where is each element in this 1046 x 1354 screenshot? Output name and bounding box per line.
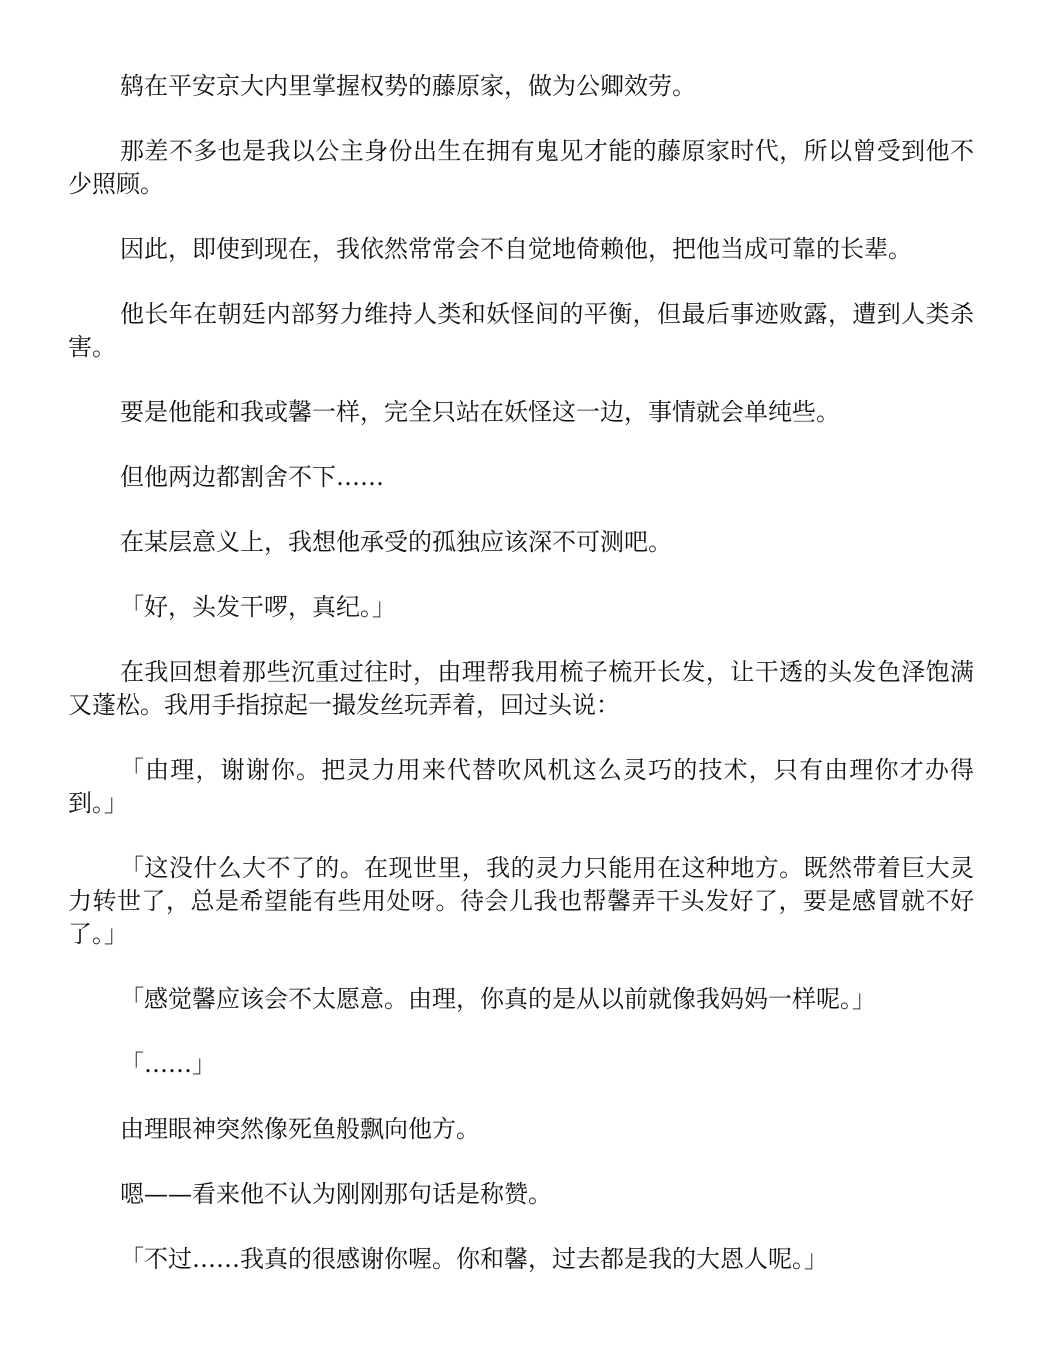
document-page (68, 70, 974, 1308)
paragraph: 他长年在朝廷内部努力维持人类和妖怪间的平衡，但最后事迹败露，遭到人类杀害。 (68, 300, 974, 361)
paragraph: 由理眼神突然像死鱼般飘向他方。 (120, 1115, 480, 1143)
paragraph: 那差不多也是我以公主身份出生在拥有鬼见才能的藤原家时代，所以曾受到他不少照顾。 (68, 137, 974, 198)
dialogue-line: 「这没什么大不了的。在现世里，我的灵力只能用在这种地方。既然带着巨大灵力转世了，总是希望能有些用处呀。待会儿我也帮馨弄干头发好了，要是感冒就不好了。」 (68, 854, 974, 948)
paragraph: 要是他能和我或馨一样，完全只站在妖怪这一边，事情就会单纯些。 (120, 398, 840, 426)
paragraph: 但他两边都割舍不下…… (120, 463, 384, 491)
dialogue-line: 「……」 (120, 1050, 216, 1078)
paragraph: 在我回想着那些沉重过往时，由理帮我用梳子梳开长发，让干透的头发色泽饱满又蓬松。我用手指掠起一撮发丝玩弄着，回过头说： (68, 658, 974, 719)
paragraph: 鸫在平安京大内里掌握权势的藤原家，做为公卿效劳。 (120, 72, 696, 100)
paragraph: 在某层意义上，我想他承受的孤独应该深不可测吧。 (120, 528, 672, 556)
paragraph: 因此，即使到现在，我依然常常会不自觉地倚赖他，把他当成可靠的长辈。 (120, 235, 912, 263)
dialogue-line: 「好，头发干啰，真纪。」 (120, 593, 396, 621)
dialogue-line: 「由理，谢谢你。把灵力用来代替吹风机这么灵巧的技术，只有由理你才办得到。」 (68, 756, 974, 817)
dialogue-line: 「感觉馨应该会不太愿意。由理，你真的是从以前就像我妈妈一样呢。」 (120, 985, 876, 1013)
paragraph: 嗯——看来他不认为刚刚那句话是称赞。 (120, 1180, 552, 1208)
dialogue-line: 「不过……我真的很感谢你喔。你和馨，过去都是我的大恩人呢。」 (120, 1245, 828, 1273)
